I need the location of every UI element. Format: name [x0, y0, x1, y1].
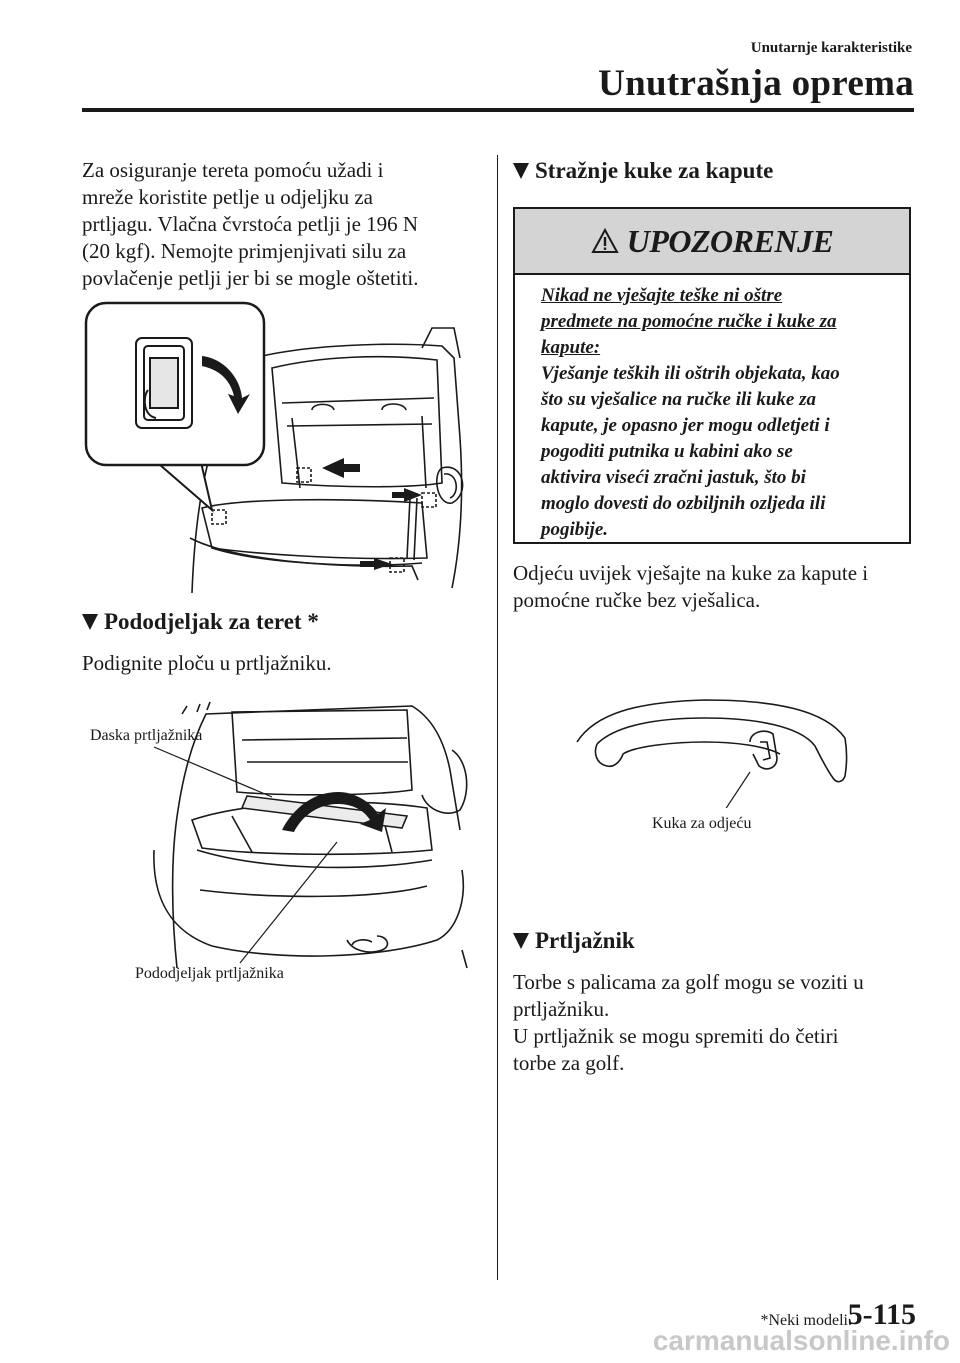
triangle-bullet-icon	[513, 933, 529, 949]
text-line: torbe za golf.	[513, 1051, 625, 1075]
section-heading-luggage-compartment: Prtljažnik	[513, 928, 635, 954]
text-line: prtljažniku.	[513, 997, 610, 1021]
text-line: Odjeću uvijek vješajte na kuke za kapute i	[513, 561, 869, 585]
warning-line: što su vješalice na ručke ili kuke za	[541, 389, 816, 410]
text-line: Torbe s palicama za golf mogu se voziti u	[513, 970, 864, 994]
section-heading-cargo-subcompartment: Pododjeljak za teret *	[82, 609, 319, 635]
text-line: Za osiguranje tereta pomoću užadi i	[82, 158, 384, 182]
warning-line: moglo dovesti do ozbiljnih ozljeda ili	[541, 493, 826, 514]
section-heading-coat-hooks: Stražnje kuke za kapute	[513, 158, 773, 184]
label-cargo-subcompartment: Pododjeljak prtljažnika	[135, 965, 284, 982]
text-line: mreže koristite petlje u odjeljku za	[82, 185, 373, 209]
label-cargo-board: Daska prtljažnika	[90, 727, 203, 744]
section-label: Unutarnje karakteristike	[750, 40, 912, 56]
warning-line: pogoditi putnika u kabini ako se	[541, 441, 793, 462]
column-divider	[497, 155, 498, 1280]
intro-paragraph	[82, 157, 419, 292]
triangle-bullet-icon	[513, 163, 529, 179]
warning-body	[515, 275, 909, 543]
warning-line: Vješanje teških ili oštrih objekata, kao	[541, 363, 840, 384]
subcompartment-text: Podignite ploču u prtljažniku.	[82, 651, 332, 675]
warning-line: kapute, je opasno jer mogu odletjeti i	[541, 415, 830, 436]
coat-hooks-text	[513, 560, 868, 614]
footnote: *Neki modeli.	[760, 1312, 852, 1329]
text-line: prtljagu. Vlačna čvrstoća petlji je 196 N	[82, 212, 419, 236]
warning-box	[513, 207, 911, 544]
warning-header	[515, 209, 909, 275]
page-number: 5-115	[847, 1298, 916, 1331]
warning-line: aktivira viseći zračni jastuk, što bi	[541, 467, 806, 488]
warning-title: UPOZORENJE	[626, 222, 834, 259]
warning-triangle-icon	[591, 228, 619, 254]
triangle-bullet-icon	[82, 614, 98, 630]
text-line: U prtljažnik se mogu spremiti do četiri	[513, 1024, 839, 1048]
text-line: povlačenje petlji jer bi se mogle oštetiti.	[82, 266, 419, 290]
coat-hook-illustration	[575, 698, 850, 808]
watermark: carmanualsonline.info	[652, 1325, 950, 1356]
text-line: (20 kgf). Nemojte primjenjivati silu za	[82, 239, 407, 263]
page-title: Unutrašnja oprema	[598, 63, 914, 104]
label-coat-hook: Kuka za odjeću	[652, 815, 752, 832]
warning-line: predmete na pomoćne ručke i kuke za	[541, 311, 837, 332]
cargo-loops-illustration	[82, 298, 472, 598]
warning-line: Nikad ne vješajte teške ni oštre	[541, 285, 783, 306]
warning-line: pogibije.	[541, 519, 609, 540]
text-line: pomoćne ručke bez vješalica.	[513, 588, 761, 612]
header-rule	[82, 108, 914, 112]
luggage-compartment-text	[513, 969, 864, 1077]
warning-line: kapute:	[541, 337, 601, 358]
